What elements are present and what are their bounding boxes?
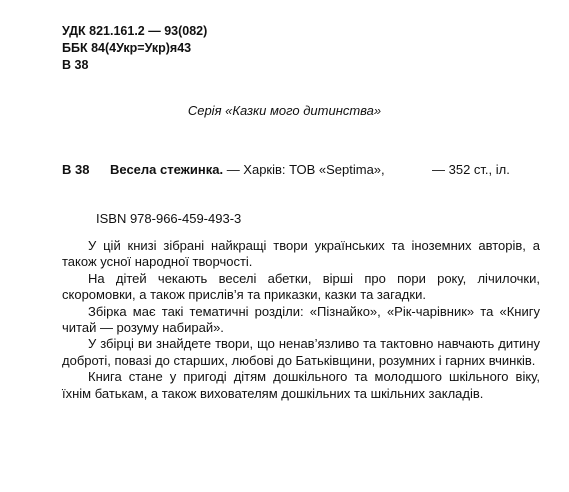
annotation: [62, 238, 540, 402]
udk-line: УДК 821.161.2 — 93(082): [62, 24, 208, 38]
annotation-paragraph: На дітей чекають веселі абетки, вірші про пори року, лічилочки, скоромовки, а також прислів’я та приказки, казки та загадки.: [62, 270, 540, 303]
annotation-paragraph: У цій книзі зібрані найкращі твори українських та іноземних авторів, а також усної народної творчості.: [62, 238, 540, 270]
bbk-line: ББК 84(4Укр=Укр)я43: [62, 41, 192, 55]
classification-code: В 38: [62, 58, 89, 72]
annotation-paragraph: Збірка має такі тематичні розділи: «Пізнайко», «Рік-чарівник» та «Книгу читай — розуму набирай».: [62, 303, 540, 336]
publisher-info: — Харків: ТОВ «Septima»,: [223, 162, 385, 177]
annotation-paragraph: Книга стане у пригоді дітям дошкільного та молодшого шкільного віку, їхнім батькам, а також вихователям дошкільних та шкільних закладів.: [62, 369, 540, 401]
book-title: Весела стежинка.: [110, 162, 224, 177]
page-count: — 352 ст., іл.: [432, 162, 510, 177]
series-title: Серія «Казки мого дитинства»: [187, 103, 382, 118]
isbn: ISBN 978-966-459-493-3: [96, 211, 242, 226]
classification-block: [62, 23, 207, 74]
catalog-code: В 38: [62, 162, 90, 177]
catalog-description: [110, 162, 385, 177]
annotation-paragraph: У збірці ви знайдете твори, що ненав’язливо та тактовно навчають дитину доброті, повазі до старших, любові до Батьківщини, розумних і гарних вчинків.: [62, 336, 540, 368]
